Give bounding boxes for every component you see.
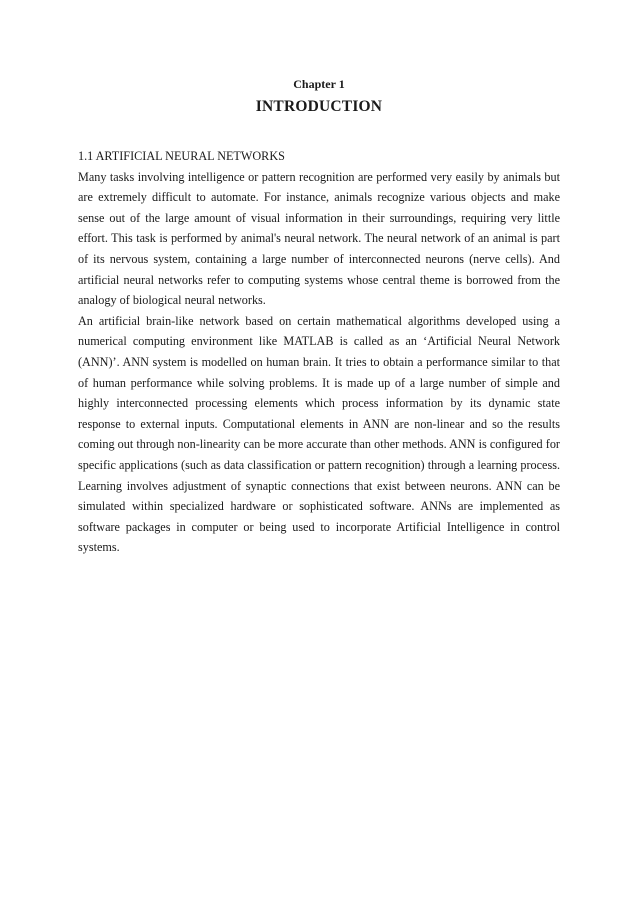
document-body <box>78 146 560 558</box>
paragraph-2: An artificial brain-like network based on certain mathematical algorithms developed using a numerical computing environment like MATLAB is called as an ‘Artificial Neural Network (ANN)’. ANN system is modelled on human brain. It tries to obtain a performance similar to that of human performance while solving problems. It is made up of a large number of simple and highly interconnected processing elements which process information by its dynamic state response to external inputs. Computational elements in ANN are non-linear and so the results coming out through non-linearity can be more accurate than other methods. ANN is configured for specific applications (such as data classification or pattern recognition) through a learning process. Learning involves adjustment of synaptic connections that exist between neurons. ANN can be simulated within specialized hardware or sophisticated software. ANNs are implemented as software packages in computer or being used to incorporate Artificial Intelligence in control systems. <box>78 313 560 555</box>
section-heading: 1.1 ARTIFICIAL NEURAL NETWORKS <box>78 149 285 163</box>
chapter-label: Chapter 1 <box>293 77 345 91</box>
chapter-title: INTRODUCTION <box>255 98 383 115</box>
paragraph-1: Many tasks involving intelligence or pattern recognition are performed very easily by animals but are extremely difficult to automate. For instance, animals recognize various objects and make sense out of the large amount of visual information in their surroundings, requiring very little effort. This task is performed by animal's neural network. The neural network of an animal is part of its nervous system, containing a large number of interconnected neurons (nerve cells). And artificial neural networks refer to computing systems whose central theme is borrowed from the analogy of biological neural networks. <box>78 169 560 308</box>
